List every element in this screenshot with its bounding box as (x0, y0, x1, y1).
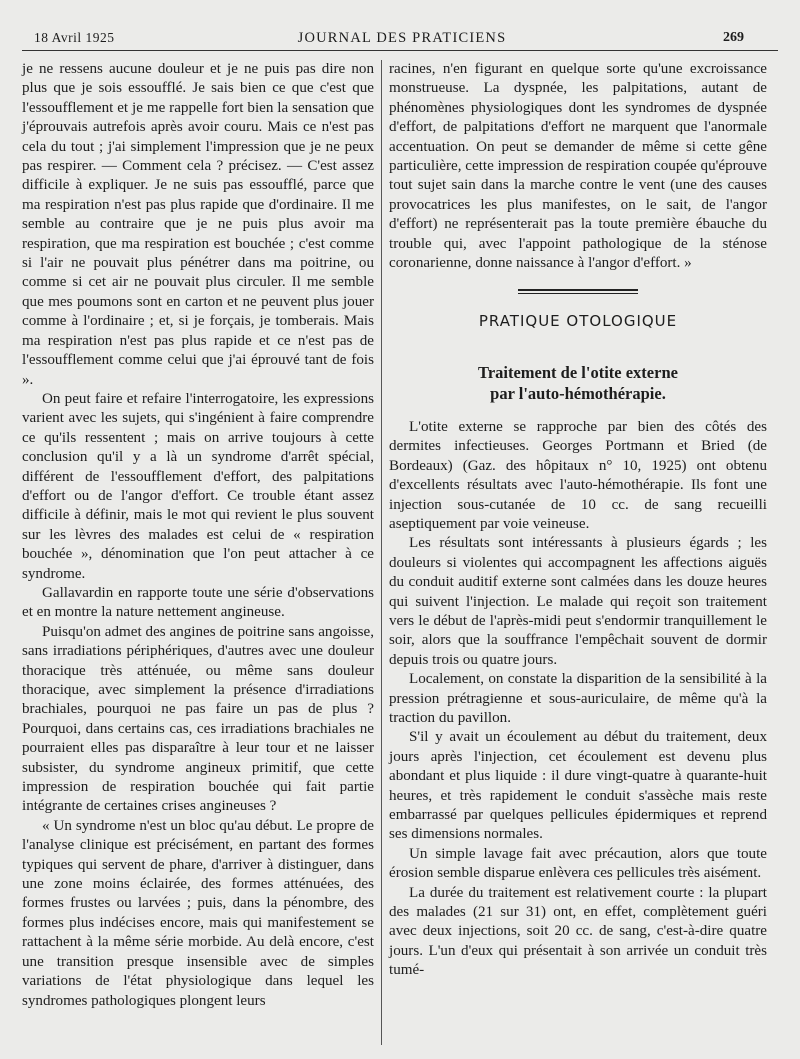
header-page-number: 269 (723, 30, 744, 45)
header-journal-title: JOURNAL DES PRATICIENS (297, 30, 507, 46)
left-paragraph-5: « Un syndrome n'est un bloc qu'au début. Le propre de l'analyse clinique est précisément, en partant des formes typiques qui servent de phare, d'arriver à distinguer, dans une zone moins éclairée, des formes atténuées, des formes frustes ou larvées ; puis, dans la pénombre, des formes plus indécises encore, mais qui manifestement se rattachent à la même série morbide. Au delà encore, c'est une transition presque insensible avec de simples variations de l'état physiologique dans lequel les syndromes pathologiques plongent leurs (22, 817, 374, 1009)
left-paragraph-4: Puisqu'on admet des angines de poitrine sans angoisse, sans irradiations périphériques, d'autres avec une douleur thoracique très atténuée, ou même sans douleur thoracique, avec simplement la présence d'irradiations brachiales, pourquoi ne pas faire un pas de plus ? Pourquoi, dans certains cas, ces irradiations brachiales ne pourraient elles pas disparaître à leur tour et ne laisser subsister, du syndrome angineux primitif, que cette impression de respiration bouchée qui fait partie intégrante de certaines crises angineuses ? (22, 623, 374, 815)
left-paragraph-1: je ne ressens aucune douleur et je ne puis pas dire non plus que je sois essoufflé. Je sais bien ce que c'est que l'essoufflement et je me rappelle fort bien la sensation que j'éprouvais autrefois après avoir couru. Mais ce n'est pas cela du tout ; j'ai simplement l'impression que je ne peux pas respirer. — Comment cela ? précisez. — C'est assez difficile à expliquer. Je ne suis pas essoufflé, parce que ma respiration n'est pas plus rapide que d'ordinaire. Il me semble au contraire que je ne puis plus avoir ma respiration, que ma respiration est bouchée ; c'est comme si l'air ne pouvait plus pénétrer dans ma poitrine, ou comme si cet air ne pouvait plus circuler. Il me semble que mes poumons sont en carton et ne peuvent plus jouer comme à l'ordinaire ; et, si je forçais, je tomberais. Mais ma respiration n'est pas plus rapide et ce n'est pas de l'essoufflement comme celui que j'ai éprouvé tant de fois ». (22, 61, 374, 388)
right-column (389, 60, 767, 981)
article-paragraph-2: Les résultats sont intéressants à plusieurs égards ; les douleurs si violentes qui accompagnent les affections aiguës du conduit auditif externe sont calmées dans les douze heures qui suivent l'injection. Le malade qui reçoit son traitement vers le début de l'après-midi peut s'endormir tranquillement le soir, alors que la souffrance l'empêchait souvent de dormir depuis trois ou quatre jours. (389, 535, 767, 668)
article-title-line-2: par l'auto-hémothérapie. (490, 383, 666, 403)
section-title: PRATIQUE OTOLOGIQUE (478, 312, 678, 331)
section-separator (518, 289, 638, 294)
column-divider (381, 60, 382, 1045)
article-paragraph-3: Localement, on constate la disparition de la sensibilité à la pression prétragienne et sous-auriculaire, de même qu'à la traction du pavillon. (389, 671, 767, 726)
header-rule (22, 50, 778, 51)
article-title-line-1: Traitement de l'otite externe (478, 362, 678, 382)
article-title (389, 362, 767, 404)
header-date: 18 Avril 1925 (34, 30, 115, 45)
right-continuation: racines, n'en figurant en quelque sorte qu'une excroissance monstrueuse. La dyspnée, les palpitations, autant de phénomènes physiologiques dont les syndromes de dyspnée d'effort, de palpitations d'effort ne marquent que l'anormale accentuation. On peut se demander de même si cette gêne particulière, cette impression de respiration coupée qu'éprouve tout sujet sain dans la marche contre le vent (une des causes provocatrices les plus manifestes, on le sait, de l'angor d'effort) ne représenterait pas la toute première ébauche du trouble qui, avec l'appoint pathologique de la sténose coronarienne, donne naissance à l'angor d'effort. » (389, 61, 767, 272)
article-paragraph-1: L'otite externe se rapproche par bien des côtés des dermites infectieuses. Georges Portmann et Bried (de Bordeaux) (Gaz. des hôpitaux n° 10, 1925) ont obtenu d'excellents résultats avec l'auto-hémothérapie. Ils font une injection sous-cutanée de 10 cc. de sang recueilli aseptiquement par voie veineuse. (389, 418, 767, 532)
left-paragraph-3: Gallavardin en rapporte toute une série d'observations et en montre la nature nettement angineuse. (22, 584, 374, 621)
article-paragraph-5: Un simple lavage fait avec précaution, alors que toute érosion semble disparue enlèvera ces pellicules très aisément. (389, 845, 767, 882)
article-paragraph-4: S'il y avait un écoulement au début du traitement, deux jours après l'injection, cet écoulement est devenu plus abondant et plus liquide : il dure vingt-quatre à quarante-huit heures, et très rapidement le conduit s'assèche mais reste embarrassé par quelques pellicules épidermiques et reprend ses dimensions normales. (389, 729, 767, 843)
article-paragraph-6: La durée du traitement est relativement courte : la plupart des malades (21 sur 31) ont, en effet, complètement guéri avec deux injections, soit 20 cc. de sang, c'est-à-dire quatre jours. L'un d'eux qui présentait à son arrivée un conduit très tumé- (389, 884, 767, 979)
page-header (22, 30, 782, 50)
left-paragraph-2: On peut faire et refaire l'interrogatoire, les expressions varient avec les sujets, qui s'ingénient à faire comprendre ce qu'ils ressentent ; mais on arrive toujours à cette conclusion qu'il y a là un syndrome d'arrêt spécial, différent de l'essoufflement d'effort, des palpitations d'effort ou de l'angor d'effort. Ce trouble étant assez difficile à définir, mais le mot qui revient le plus souvent sur les lèvres des malades est celui de « respiration bouchée », dénomination que l'on peut attacher à ce syndrome. (22, 390, 374, 582)
left-column (22, 60, 374, 1011)
